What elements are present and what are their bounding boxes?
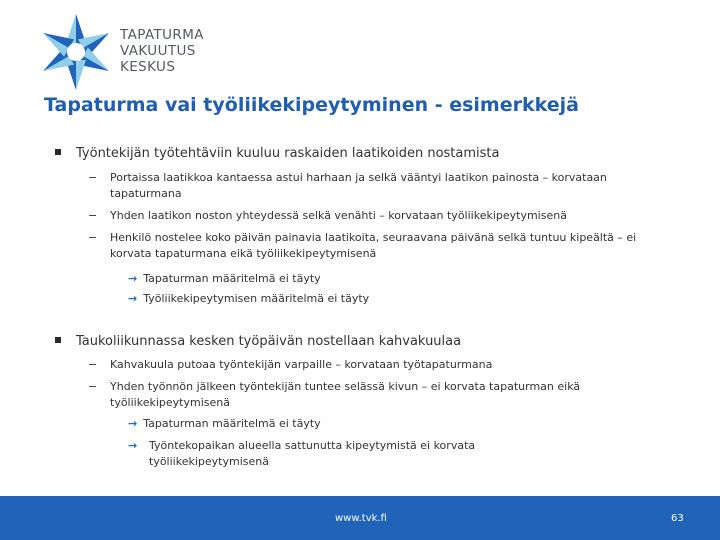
logo-line-1: TAPATURMA — [120, 27, 204, 43]
conclusion-text: Tapaturman määritelmä ei täyty — [143, 417, 321, 430]
page-number: 63 — [671, 513, 684, 524]
dash-bullet-icon: − — [88, 209, 98, 222]
right-arrow-icon: → — [128, 439, 138, 452]
dash-bullet-icon: − — [88, 171, 98, 184]
conclusion-text: Tapaturman määritelmä ei täyty — [143, 272, 321, 285]
square-bullet-icon — [55, 337, 61, 343]
conclusion-line — [128, 291, 369, 307]
list-item-text: Portaissa laatikkoa kantaessa astui harhaan ja selkä vääntyi laatikon painosta – korvataan tapaturmana — [110, 171, 607, 200]
logo-wordmark — [120, 27, 204, 75]
logo-line-2: VAKUUTUS — [120, 43, 196, 59]
section2-heading — [55, 334, 461, 349]
section2-heading-text: Taukoliikunnassa kesken työpäivän nostellaan kahvakuulaa — [76, 334, 462, 349]
conclusion-line — [128, 438, 528, 469]
conclusion-text: Työliikekipeytymisen määritelmä ei täyty — [143, 292, 370, 305]
conclusion-text: Työntekopaikan alueella sattunutta kipeytymistä ei korvata työliikekipeytymisenä — [149, 439, 476, 468]
footer-url: www.tvk.fi — [335, 513, 387, 524]
list-item-text: Yhden laatikon noston yhteydessä selkä venähti – korvataan työliikekipeytymisenä — [110, 209, 567, 222]
dash-bullet-icon: − — [88, 380, 98, 393]
list-item — [88, 230, 648, 261]
dash-bullet-icon: − — [88, 231, 98, 244]
list-item-text: Kahvakuula putoaa työntekijän varpaille – korvataan työtapaturmana — [110, 358, 493, 371]
right-arrow-icon: → — [128, 292, 138, 305]
page-title: Tapaturma vai työliikekipeytyminen - esimerkkejä — [44, 94, 579, 116]
logo-line-3: KESKUS — [120, 59, 176, 75]
list-item — [88, 379, 648, 410]
square-bullet-icon — [55, 149, 61, 155]
list-item-text: Henkilö nostelee koko päivän painavia laatikoita, seuraavana päivänä selkä tuntuu kipeältä – ei korvata tapaturmana eikä työliikekipeytymisenä — [110, 231, 637, 260]
dash-bullet-icon: − — [88, 358, 98, 371]
conclusion-line — [128, 416, 321, 432]
conclusion-line — [128, 271, 321, 287]
section1-heading-text: Työntekijän työtehtäviin kuuluu raskaiden laatikoiden nostamista — [76, 146, 500, 161]
list-item — [88, 208, 648, 224]
right-arrow-icon: → — [128, 417, 138, 430]
right-arrow-icon: → — [128, 272, 138, 285]
section1-heading — [55, 146, 499, 161]
list-item — [88, 357, 648, 373]
list-item — [88, 170, 648, 201]
star-logo-icon — [36, 12, 116, 92]
list-item-text: Yhden työnnön jälkeen työntekijän tuntee selässä kivun – ei korvata tapaturman eikä työliikekipeytymisenä — [110, 380, 581, 409]
